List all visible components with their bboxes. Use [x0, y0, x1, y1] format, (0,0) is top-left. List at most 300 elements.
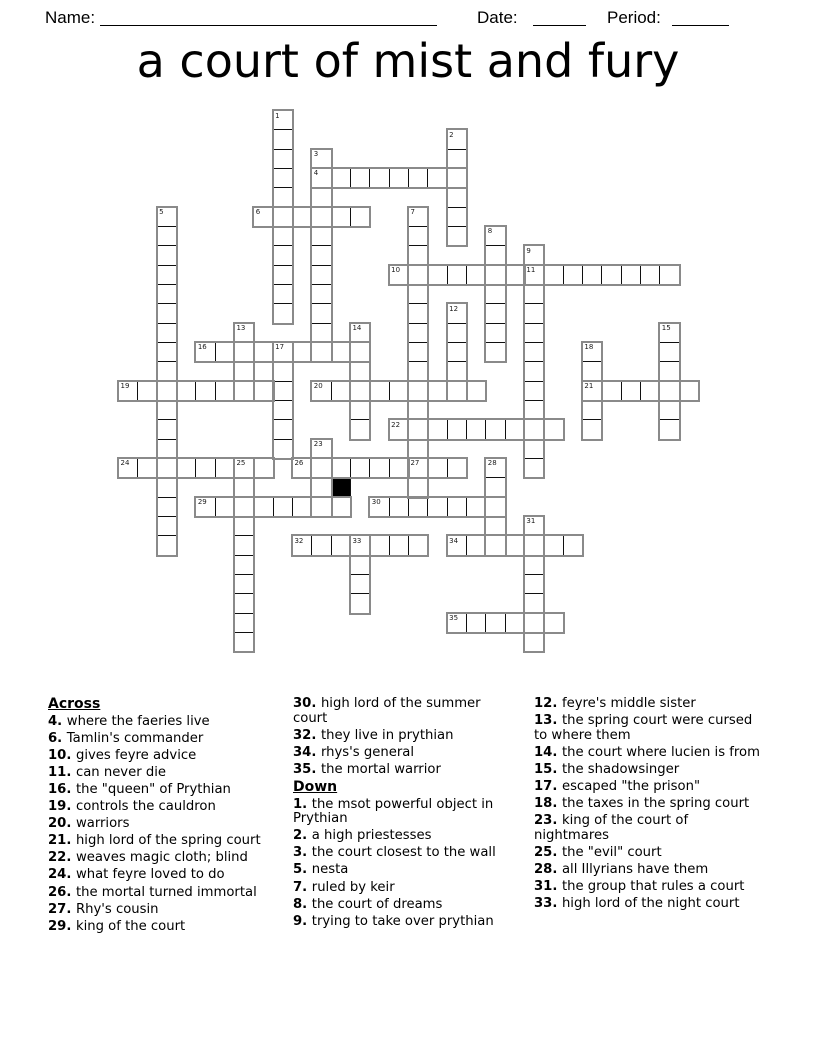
grid-cell[interactable] — [350, 400, 370, 420]
grid-cell[interactable] — [389, 497, 409, 517]
grid-cell[interactable] — [505, 419, 525, 439]
grid-cell[interactable] — [524, 613, 544, 633]
grid-cell[interactable] — [331, 342, 351, 362]
grid-cell[interactable] — [118, 381, 138, 401]
grid-cell[interactable] — [408, 458, 428, 478]
grid-cell[interactable] — [582, 342, 602, 362]
grid-cell[interactable] — [447, 129, 467, 149]
grid-cell[interactable] — [350, 361, 370, 381]
grid-cell[interactable] — [427, 381, 447, 401]
grid-cell[interactable] — [485, 303, 505, 323]
clue-item — [293, 729, 498, 744]
grid-cell[interactable] — [292, 497, 312, 517]
grid-cell[interactable] — [408, 303, 428, 323]
grid-cell[interactable] — [253, 458, 273, 478]
grid-cell[interactable] — [350, 555, 370, 575]
grid-cell[interactable] — [485, 323, 505, 343]
grid-cell[interactable] — [157, 303, 177, 323]
clue-item-text: they live in prythian — [320, 727, 454, 743]
grid-cell[interactable] — [215, 497, 235, 517]
grid-cell[interactable] — [485, 516, 505, 536]
grid-cell[interactable] — [369, 381, 389, 401]
clue-item-text: the mortal warrior — [320, 761, 441, 777]
grid-cell[interactable] — [524, 574, 544, 594]
clue-item — [48, 834, 276, 849]
grid-cell[interactable] — [331, 458, 351, 478]
grid-cell[interactable] — [253, 381, 273, 401]
grid-cell[interactable] — [157, 381, 177, 401]
grid-cell[interactable] — [505, 265, 525, 285]
grid-cell[interactable] — [466, 497, 486, 517]
grid-cell[interactable] — [157, 207, 177, 227]
grid-cell[interactable] — [331, 168, 351, 188]
grid-cell[interactable] — [524, 555, 544, 575]
clue-item-text: the court closest to the wall — [311, 845, 496, 861]
grid-cell[interactable] — [505, 535, 525, 555]
grid-cell[interactable] — [389, 265, 409, 285]
grid-cell[interactable] — [524, 419, 544, 439]
clue-item-number: 19. — [48, 799, 76, 815]
clue-item-number: 26. — [48, 884, 76, 900]
grid-cell[interactable] — [543, 613, 563, 633]
clue-column-down — [534, 697, 760, 914]
grid-cell[interactable] — [234, 323, 254, 343]
grid-cell[interactable] — [350, 342, 370, 362]
clue-item-text: escaped "the prison" — [561, 778, 701, 794]
puzzle-title: a court of mist and fury — [136, 34, 680, 88]
grid-cell[interactable] — [331, 497, 351, 517]
grid-cell[interactable] — [582, 265, 602, 285]
grid-cell[interactable] — [331, 535, 351, 555]
grid-cell[interactable] — [157, 458, 177, 478]
grid-cell[interactable] — [659, 381, 679, 401]
grid-cell[interactable] — [408, 361, 428, 381]
grid-cell[interactable] — [350, 535, 370, 555]
grid-cell[interactable] — [234, 458, 254, 478]
grid-cell[interactable] — [485, 613, 505, 633]
clue-item — [48, 800, 276, 815]
clue-item — [293, 846, 498, 861]
grid-cell[interactable] — [408, 497, 428, 517]
grid-cell[interactable] — [524, 516, 544, 536]
clue-item — [293, 881, 498, 896]
grid-cell[interactable] — [311, 245, 331, 265]
grid-cell[interactable] — [137, 458, 157, 478]
grid-cell[interactable] — [427, 168, 447, 188]
clue-item-number: 11. — [48, 764, 76, 780]
grid-cell[interactable] — [524, 342, 544, 362]
grid-cell[interactable] — [485, 535, 505, 555]
grid-cell[interactable] — [311, 323, 331, 343]
clue-item-text: gives feyre advice — [75, 747, 197, 763]
clue-item-text: controls the cauldron — [75, 799, 216, 815]
clue-item-text: the "queen" of Prythian — [75, 781, 231, 797]
grid-cell[interactable] — [369, 497, 389, 517]
grid-cell[interactable] — [447, 381, 467, 401]
clue-number: 8 — [487, 227, 493, 236]
grid-cell[interactable] — [311, 381, 331, 401]
grid-cell[interactable] — [273, 419, 293, 439]
grid-cell[interactable] — [273, 226, 293, 246]
grid-cell[interactable] — [447, 458, 467, 478]
grid-cell[interactable] — [389, 168, 409, 188]
grid-cell[interactable] — [408, 226, 428, 246]
grid-cell[interactable] — [447, 265, 467, 285]
clue-item — [293, 746, 498, 761]
grid-cell[interactable] — [137, 381, 157, 401]
grid-cell[interactable] — [447, 323, 467, 343]
grid-cell[interactable] — [157, 535, 177, 555]
grid-cell[interactable] — [350, 458, 370, 478]
grid-cell[interactable] — [273, 187, 293, 207]
grid-cell[interactable] — [447, 303, 467, 323]
grid-cell[interactable] — [157, 477, 177, 497]
grid-cell[interactable] — [524, 303, 544, 323]
clue-item-number: 32. — [293, 727, 321, 743]
grid-cell[interactable] — [311, 458, 331, 478]
grid-cell[interactable] — [157, 497, 177, 517]
grid-cell[interactable] — [485, 226, 505, 246]
grid-cell[interactable] — [640, 265, 660, 285]
grid-cell[interactable] — [273, 245, 293, 265]
grid-cell[interactable] — [524, 632, 544, 652]
grid-cell[interactable] — [311, 477, 331, 497]
clue-item-number: 13. — [534, 713, 562, 729]
grid-cell[interactable] — [176, 458, 196, 478]
clue-item — [534, 814, 760, 843]
grid-cell[interactable] — [234, 555, 254, 575]
grid-cell[interactable] — [524, 439, 544, 459]
clue-item-text: weaves magic cloth; blind — [75, 850, 248, 866]
grid-cell[interactable] — [640, 381, 660, 401]
grid-cell[interactable] — [427, 419, 447, 439]
clue-item-text: the mortal turned immortal — [75, 884, 257, 900]
grid-cell[interactable] — [157, 265, 177, 285]
grid-cell[interactable] — [311, 284, 331, 304]
grid-cell[interactable] — [485, 265, 505, 285]
grid-cell[interactable] — [157, 439, 177, 459]
grid-cell[interactable] — [524, 593, 544, 613]
grid-cell[interactable] — [447, 149, 467, 169]
grid-cell[interactable] — [253, 497, 273, 517]
clue-item — [48, 868, 276, 883]
grid-cell[interactable] — [543, 535, 563, 555]
grid-cell[interactable] — [369, 458, 389, 478]
grid-cell[interactable] — [447, 361, 467, 381]
grid-cell[interactable] — [311, 497, 331, 517]
grid-cell[interactable] — [311, 265, 331, 285]
grid-cell[interactable] — [350, 207, 370, 227]
clue-item — [48, 920, 276, 935]
grid-cell[interactable] — [659, 342, 679, 362]
grid-cell[interactable] — [157, 284, 177, 304]
grid-cell[interactable] — [157, 342, 177, 362]
grid-cell[interactable] — [292, 207, 312, 227]
clue-item-text: where the faeries live — [66, 713, 210, 729]
grid-cell[interactable] — [234, 342, 254, 362]
grid-cell[interactable] — [157, 361, 177, 381]
grid-cell[interactable] — [601, 381, 621, 401]
grid-cell[interactable] — [253, 342, 273, 362]
clue-item-number: 34. — [293, 744, 321, 760]
grid-cell[interactable] — [273, 168, 293, 188]
grid-cell[interactable] — [408, 168, 428, 188]
grid-cell[interactable] — [485, 477, 505, 497]
grid-cell[interactable] — [408, 439, 428, 459]
grid-cell[interactable] — [408, 381, 428, 401]
grid-cell[interactable] — [621, 381, 641, 401]
clue-item-text: the "evil" court — [561, 844, 662, 860]
grid-cell[interactable] — [311, 207, 331, 227]
grid-cell[interactable] — [292, 458, 312, 478]
grid-cell[interactable] — [215, 458, 235, 478]
clues-heading-down: Down — [293, 778, 338, 795]
grid-cell[interactable] — [234, 593, 254, 613]
grid-cell[interactable] — [427, 265, 447, 285]
clue-item-text: high lord of the night court — [561, 896, 740, 912]
grid-cell[interactable] — [195, 381, 215, 401]
clue-item — [534, 697, 760, 712]
grid-cell[interactable] — [234, 381, 254, 401]
grid-cell[interactable] — [234, 361, 254, 381]
clue-item-number: 5. — [293, 862, 312, 878]
grid-cell[interactable] — [273, 400, 293, 420]
grid-cell[interactable] — [447, 168, 467, 188]
clue-item — [48, 817, 276, 832]
grid-cell[interactable] — [408, 477, 428, 497]
clue-item — [534, 797, 760, 812]
grid-cell[interactable] — [485, 419, 505, 439]
grid-cell[interactable] — [659, 361, 679, 381]
grid-cell[interactable] — [408, 419, 428, 439]
grid-cell[interactable] — [524, 323, 544, 343]
grid-cell[interactable] — [331, 381, 351, 401]
grid-cell[interactable] — [389, 381, 409, 401]
clue-number: 32 — [294, 536, 304, 545]
grid-cell[interactable] — [350, 168, 370, 188]
grid-cell[interactable] — [679, 381, 699, 401]
grid-cell[interactable] — [659, 400, 679, 420]
grid-cell[interactable] — [273, 497, 293, 517]
grid-cell[interactable] — [524, 400, 544, 420]
grid-cell[interactable] — [447, 535, 467, 555]
grid-cell[interactable] — [273, 129, 293, 149]
grid-cell[interactable] — [543, 419, 563, 439]
clue-number: 17 — [275, 343, 285, 352]
clue-item-text: the msot powerful object in Prythian — [293, 796, 494, 827]
grid-cell[interactable] — [195, 497, 215, 517]
grid-cell[interactable] — [215, 342, 235, 362]
grid-cell[interactable] — [311, 535, 331, 555]
clue-item-text: Tamlin's commander — [66, 730, 204, 746]
grid-cell[interactable] — [157, 516, 177, 536]
grid-cell[interactable] — [176, 381, 196, 401]
grid-cell[interactable] — [311, 439, 331, 459]
clue-item-number: 21. — [48, 833, 76, 849]
grid-cell[interactable] — [157, 245, 177, 265]
grid-cell[interactable] — [408, 400, 428, 420]
clue-item-text: ruled by keir — [311, 879, 395, 895]
grid-cell[interactable] — [408, 284, 428, 304]
grid-cell[interactable] — [215, 381, 235, 401]
grid-cell[interactable] — [427, 497, 447, 517]
grid-cell[interactable] — [292, 342, 312, 362]
grid-cell[interactable] — [582, 400, 602, 420]
grid-cell[interactable] — [273, 284, 293, 304]
grid-cell[interactable] — [485, 245, 505, 265]
clue-number: 14 — [352, 324, 362, 333]
grid-cell[interactable] — [389, 535, 409, 555]
clue-item-number: 22. — [48, 850, 76, 866]
grid-cell[interactable] — [447, 419, 467, 439]
clue-number: 13 — [236, 324, 246, 333]
grid-cell[interactable] — [466, 381, 486, 401]
grid-cell[interactable] — [311, 149, 331, 169]
grid-cell[interactable] — [350, 381, 370, 401]
grid-cell[interactable] — [350, 593, 370, 613]
grid-cell[interactable] — [485, 458, 505, 478]
grid-cell[interactable] — [157, 400, 177, 420]
grid-cell[interactable] — [234, 632, 254, 652]
grid-cell[interactable] — [273, 381, 293, 401]
grid-cell[interactable] — [447, 342, 467, 362]
grid-cell[interactable] — [408, 535, 428, 555]
grid-cell[interactable] — [408, 342, 428, 362]
grid-cell[interactable] — [485, 342, 505, 362]
grid-cell[interactable] — [234, 497, 254, 517]
grid-cell[interactable] — [273, 303, 293, 323]
grid-cell[interactable] — [524, 458, 544, 478]
grid-cell[interactable] — [157, 226, 177, 246]
grid-cell[interactable] — [157, 323, 177, 343]
grid-cell[interactable] — [311, 187, 331, 207]
grid-cell[interactable] — [447, 187, 467, 207]
clue-item-number: 23. — [534, 813, 562, 829]
grid-cell[interactable] — [563, 265, 583, 285]
clue-number: 21 — [584, 382, 594, 391]
grid-cell[interactable] — [659, 419, 679, 439]
grid-cell[interactable] — [408, 245, 428, 265]
clue-item-number: 2. — [293, 828, 312, 844]
grid-cell[interactable] — [485, 284, 505, 304]
clue-item — [48, 732, 276, 747]
clue-number: 25 — [236, 459, 246, 468]
grid-cell[interactable] — [273, 265, 293, 285]
grid-cell[interactable] — [563, 535, 583, 555]
clue-item-text: the taxes in the spring court — [561, 796, 750, 812]
grid-cell[interactable] — [273, 342, 293, 362]
clue-number: 16 — [197, 343, 207, 352]
grid-cell[interactable] — [466, 419, 486, 439]
grid-cell[interactable] — [524, 284, 544, 304]
grid-cell[interactable] — [389, 458, 409, 478]
clue-item-number: 33. — [534, 896, 562, 912]
grid-cell[interactable] — [331, 207, 351, 227]
clue-item-number: 35. — [293, 761, 321, 777]
grid-cell[interactable] — [311, 168, 331, 188]
clue-item — [534, 897, 760, 912]
grid-cell[interactable] — [273, 361, 293, 381]
grid-cell[interactable] — [234, 574, 254, 594]
clue-number: 31 — [526, 517, 536, 526]
grid-cell[interactable] — [447, 613, 467, 633]
clue-item-number: 16. — [48, 781, 76, 797]
grid-cell[interactable] — [311, 303, 331, 323]
grid-cell[interactable] — [273, 207, 293, 227]
grid-cell[interactable] — [292, 535, 312, 555]
grid-cell[interactable] — [524, 381, 544, 401]
grid-cell[interactable] — [350, 323, 370, 343]
grid-cell[interactable] — [389, 419, 409, 439]
grid-cell[interactable] — [408, 207, 428, 227]
grid-cell[interactable] — [485, 497, 505, 517]
grid-cell[interactable] — [234, 613, 254, 633]
grid-cell[interactable] — [311, 342, 331, 362]
grid-cell[interactable] — [505, 613, 525, 633]
clue-item-text: a high priestesses — [311, 828, 432, 844]
clues-heading-across: Across — [48, 696, 101, 712]
grid-cell[interactable] — [311, 226, 331, 246]
grid-cell[interactable] — [273, 149, 293, 169]
grid-cell[interactable] — [659, 265, 679, 285]
grid-cell[interactable] — [543, 265, 563, 285]
grid-cell[interactable] — [524, 245, 544, 265]
clue-item-number: 29. — [48, 918, 76, 934]
grid-cell[interactable] — [447, 226, 467, 246]
grid-cell[interactable] — [582, 419, 602, 439]
grid-cell[interactable] — [350, 574, 370, 594]
grid-cell[interactable] — [234, 535, 254, 555]
grid-cell[interactable] — [621, 265, 641, 285]
grid-cell[interactable] — [234, 516, 254, 536]
grid-cell[interactable] — [253, 207, 273, 227]
clue-item-text: warriors — [75, 816, 130, 832]
grid-cell[interactable] — [157, 419, 177, 439]
grid-cell[interactable] — [582, 361, 602, 381]
grid-cell[interactable] — [369, 535, 389, 555]
grid-cell[interactable] — [273, 439, 293, 459]
grid-cell[interactable] — [659, 323, 679, 343]
clue-item-number: 30. — [293, 696, 321, 711]
grid-cell[interactable] — [234, 477, 254, 497]
grid-cell[interactable] — [350, 419, 370, 439]
clue-item — [534, 763, 760, 778]
clue-item-text: all Illyrians have them — [561, 861, 709, 877]
grid-cell[interactable] — [408, 323, 428, 343]
clue-column-middle — [293, 697, 498, 932]
grid-cell[interactable] — [524, 535, 544, 555]
clue-item-text: king of the court — [75, 918, 186, 934]
clue-number: 11 — [526, 266, 536, 275]
grid-cell[interactable] — [369, 168, 389, 188]
grid-cell[interactable] — [427, 458, 447, 478]
grid-cell[interactable] — [195, 342, 215, 362]
grid-cell[interactable] — [447, 207, 467, 227]
grid-cell[interactable] — [466, 535, 486, 555]
grid-cell[interactable] — [524, 265, 544, 285]
clue-item-number: 28. — [534, 861, 562, 877]
grid-cell[interactable] — [582, 381, 602, 401]
grid-cell[interactable] — [466, 613, 486, 633]
grid-cell[interactable] — [466, 265, 486, 285]
grid-cell[interactable] — [118, 458, 138, 478]
grid-cell[interactable] — [273, 110, 293, 130]
grid-cell[interactable] — [195, 458, 215, 478]
grid-cell[interactable] — [408, 265, 428, 285]
grid-cell[interactable] — [601, 265, 621, 285]
grid-cell[interactable] — [524, 361, 544, 381]
grid-cell[interactable] — [447, 497, 467, 517]
